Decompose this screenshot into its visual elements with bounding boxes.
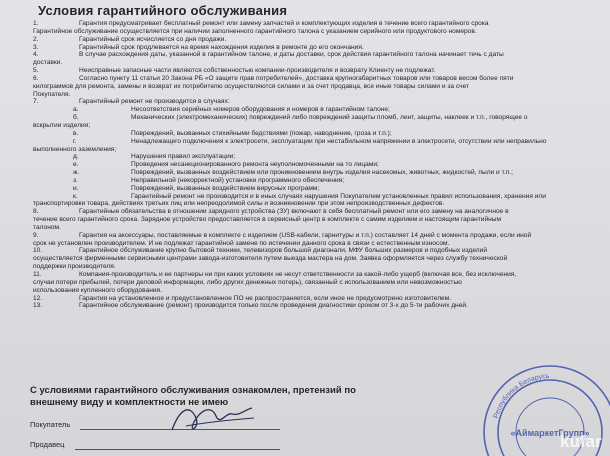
line-text: килограммов для ремонта, замены и возврат их потребителю осуществляются силами и за счет продавца, все иные товары силами и за счет — [33, 82, 470, 90]
document-line — [33, 287, 593, 295]
item-number: 11. — [33, 271, 42, 278]
document-line — [33, 240, 593, 248]
line-text: Гарантия на аксессуары, поставляемые в комплекте с изделием (USB-кабели, гарнитуры и т.п.) составляет 14 дней с момента продажи, если иной — [79, 231, 532, 239]
stamp-outer-text: Республика Беларусь — [492, 372, 550, 420]
line-text: течение всего гарантийного срока. Зарядное устройство предоставляется в сервисный центр в комплекте с самим изделием и настоящим гарантийным — [33, 216, 502, 224]
line-text: Механических (электромеханических) повреждений либо повреждений защиты пломб, лент, защиты, наклеек и т.п., говорящее о — [131, 114, 528, 122]
document-body — [33, 20, 593, 310]
item-number: 6. — [33, 74, 39, 82]
line-text: Гарантия на установленное и предустановленное ПО не распространяется, если иное не предусмотрено изготовителем. — [79, 294, 452, 302]
buyer-label: Покупатель — [30, 420, 71, 429]
document-line — [33, 44, 593, 52]
document-line — [33, 138, 593, 146]
subitem-letter: а. — [73, 106, 79, 114]
line-text: случаи потери прибылей, потери деловой информации, либо других денежных потерь), связанный с использованием или невозможностью — [33, 278, 462, 286]
line-text: Ненадлежащего подключения к электросети, эксплуатации при нестабильном напряжении в электросети, отсутствии или неправильно — [131, 137, 547, 145]
line-text: В случае расхождения даты, указанной в гарантийном талоне, и даты доставки, срок действия гарантийного талона начинает течь с даты — [79, 51, 504, 59]
item-number: 12. — [33, 294, 43, 302]
item-number: 2. — [33, 35, 39, 43]
document-line — [33, 51, 593, 59]
acknowledgement-line-2: внешнему виду и комплектности не имею — [30, 397, 229, 408]
line-text: талоном. — [33, 223, 61, 231]
document-line — [33, 91, 593, 99]
document-line — [33, 67, 593, 75]
item-number: 9. — [33, 231, 39, 239]
line-text: Покупателя. — [33, 90, 71, 98]
line-text: Гарантийный ремонт не производится и в иных случаях нарушения Покупателем установленных правил использования, хранения или — [131, 192, 546, 200]
document-line — [33, 169, 593, 177]
document-line — [33, 200, 593, 208]
subitem-letter: и. — [73, 184, 79, 192]
line-text: доставки. — [33, 59, 63, 67]
seller-label: Продавец — [30, 440, 65, 449]
document-line — [33, 20, 593, 28]
document-line — [33, 216, 593, 224]
document-line — [33, 75, 593, 83]
subitem-letter: к. — [73, 192, 78, 200]
subitem-letter: в. — [73, 129, 79, 137]
document-line — [33, 185, 593, 193]
handwritten-signature — [168, 400, 258, 440]
acknowledgement-line-1: С условиями гарантийного обслуживания ознакомлен, претензий по — [30, 385, 356, 396]
document-line — [33, 114, 593, 122]
subitem-letter: д. — [73, 153, 79, 161]
line-text: Гарантийные обязательства в отношении зарядного устройства (ЗУ) включают в себя бесплатный ремонт или его замену на аналогичное в — [79, 208, 509, 216]
line-text: Проведения несанкционированного ремонта неуполномоченными на то лицами; — [131, 161, 379, 169]
document-line — [33, 302, 593, 310]
document-line — [33, 59, 593, 67]
line-text: срок не установлен производителем. И не подлежат гарантийной замене по истечении данного срока в связи с естественным износом. — [33, 239, 450, 247]
line-text: Несоответствия серийных номеров оборудования и номеров в гарантийном талоне; — [131, 106, 390, 114]
line-text: Повреждений, вызванных воздействием вирусных программ; — [131, 184, 320, 192]
seller-signature-line — [75, 449, 280, 450]
document-line — [33, 271, 593, 279]
document-line — [33, 28, 593, 36]
document-line — [33, 224, 593, 232]
line-text: выполненного заземления; — [33, 145, 117, 153]
line-text: Гарантийный срок исчисляется со дня продажи. — [79, 35, 227, 43]
line-text: Повреждений, вызванных стихийными бедствиями (пожар, наводнение, гроза и т.п.); — [131, 129, 392, 137]
stamp-center-text: «АймаркетГрупп» — [510, 428, 590, 438]
document-line — [33, 232, 593, 240]
document-line — [33, 247, 593, 255]
svg-text:Республика Беларусь — [493, 373, 550, 419]
line-text: вскрытии изделия; — [33, 121, 91, 129]
subitem-letter: б. — [73, 114, 79, 122]
item-number: 1. — [33, 20, 39, 27]
line-text: Гарантия предусматривает бесплатный ремонт или замену запчастей и комплектующих изделия в течение всего гарантийного срока — [79, 20, 489, 27]
line-text: Повреждений, вызванных воздействием или проникновением внутрь изделия насекомых, животных, жидкостей, пыли и т.п.; — [131, 169, 513, 177]
document-line — [33, 83, 593, 91]
document-line — [33, 161, 593, 169]
document-line — [33, 279, 593, 287]
subitem-letter: е. — [73, 161, 79, 169]
item-number: 8. — [33, 208, 39, 216]
line-text: Неправильной (некорректной) установки программного обеспечения; — [131, 176, 345, 184]
item-number: 5. — [33, 67, 39, 75]
subitem-letter: ж. — [73, 169, 80, 177]
document-line — [33, 208, 593, 216]
document-line — [33, 146, 593, 154]
document-line — [33, 98, 593, 106]
watermark-logo: kufar — [560, 432, 602, 451]
line-text: использования купленного оборудования. — [33, 286, 162, 294]
line-text: поддержки производителя. — [33, 263, 116, 271]
line-text: Гарантийный ремонт не производится в случаях: — [79, 98, 230, 106]
document-line — [33, 255, 593, 263]
line-text: Неисправные запасные части являются собственностью компании-производителя и возврату Клиенту не подлежат. — [79, 67, 436, 75]
line-text: транспортировки товара, действиях третьих лиц или непреодолимой силы и возникновении при этом непроизводственных дефектов. — [33, 200, 445, 208]
line-text: осуществляется фирменными сервисными центрами завода-изготовителя путем выезда мастера на дом. Заявка оформляется через службу технической — [33, 255, 508, 263]
document-line — [33, 295, 593, 303]
document-title: Условия гарантийного обслуживания — [38, 3, 288, 18]
document-line — [33, 153, 593, 161]
line-text: Компания-производитель и ее партнеры ни при каких условиях не несут ответственности за какой-либо ущерб (включая все, без исключения, — [79, 271, 517, 278]
document-line — [33, 36, 593, 44]
item-number: 4. — [33, 51, 39, 59]
item-number: 3. — [33, 43, 39, 51]
item-number: 7. — [33, 98, 39, 106]
document-line — [33, 130, 593, 138]
line-text: Согласно пункту 11 статьи 20 Закона РБ «О защите прав потребителей», доставка крупногабаритных товаров или товаров весом более пяти — [79, 74, 514, 82]
line-text: Гарантийное обслуживание осуществляется при наличии заполненного гарантийного талона с указанием серийного или продуктового номеров. — [33, 27, 477, 35]
line-text: Гарантийное обслуживание (ремонт) производится только после проведения диагностики сроком от 3-х до 5-ти рабочих дней. — [79, 302, 468, 310]
document-line — [33, 193, 593, 201]
line-text: Гарантийное обслуживание крупно бытовой техники, телевизоров большой диагонали, МФУ больших размеров и подобных изделий — [79, 247, 488, 255]
subitem-letter: г. — [73, 137, 77, 145]
seller-signature-row — [30, 440, 64, 449]
document-line — [33, 122, 593, 130]
item-number: 13. — [33, 302, 43, 310]
subitem-letter: з. — [73, 176, 78, 184]
line-text: Нарушения правил эксплуатации; — [131, 153, 236, 161]
document-line — [33, 106, 593, 114]
item-number: 10. — [33, 247, 43, 255]
document-line — [33, 263, 593, 271]
buyer-signature-row — [30, 420, 70, 429]
line-text: Гарантийный срок продлевается на время нахождения изделия в ремонте до его окончания. — [79, 43, 364, 51]
document-line — [33, 177, 593, 185]
